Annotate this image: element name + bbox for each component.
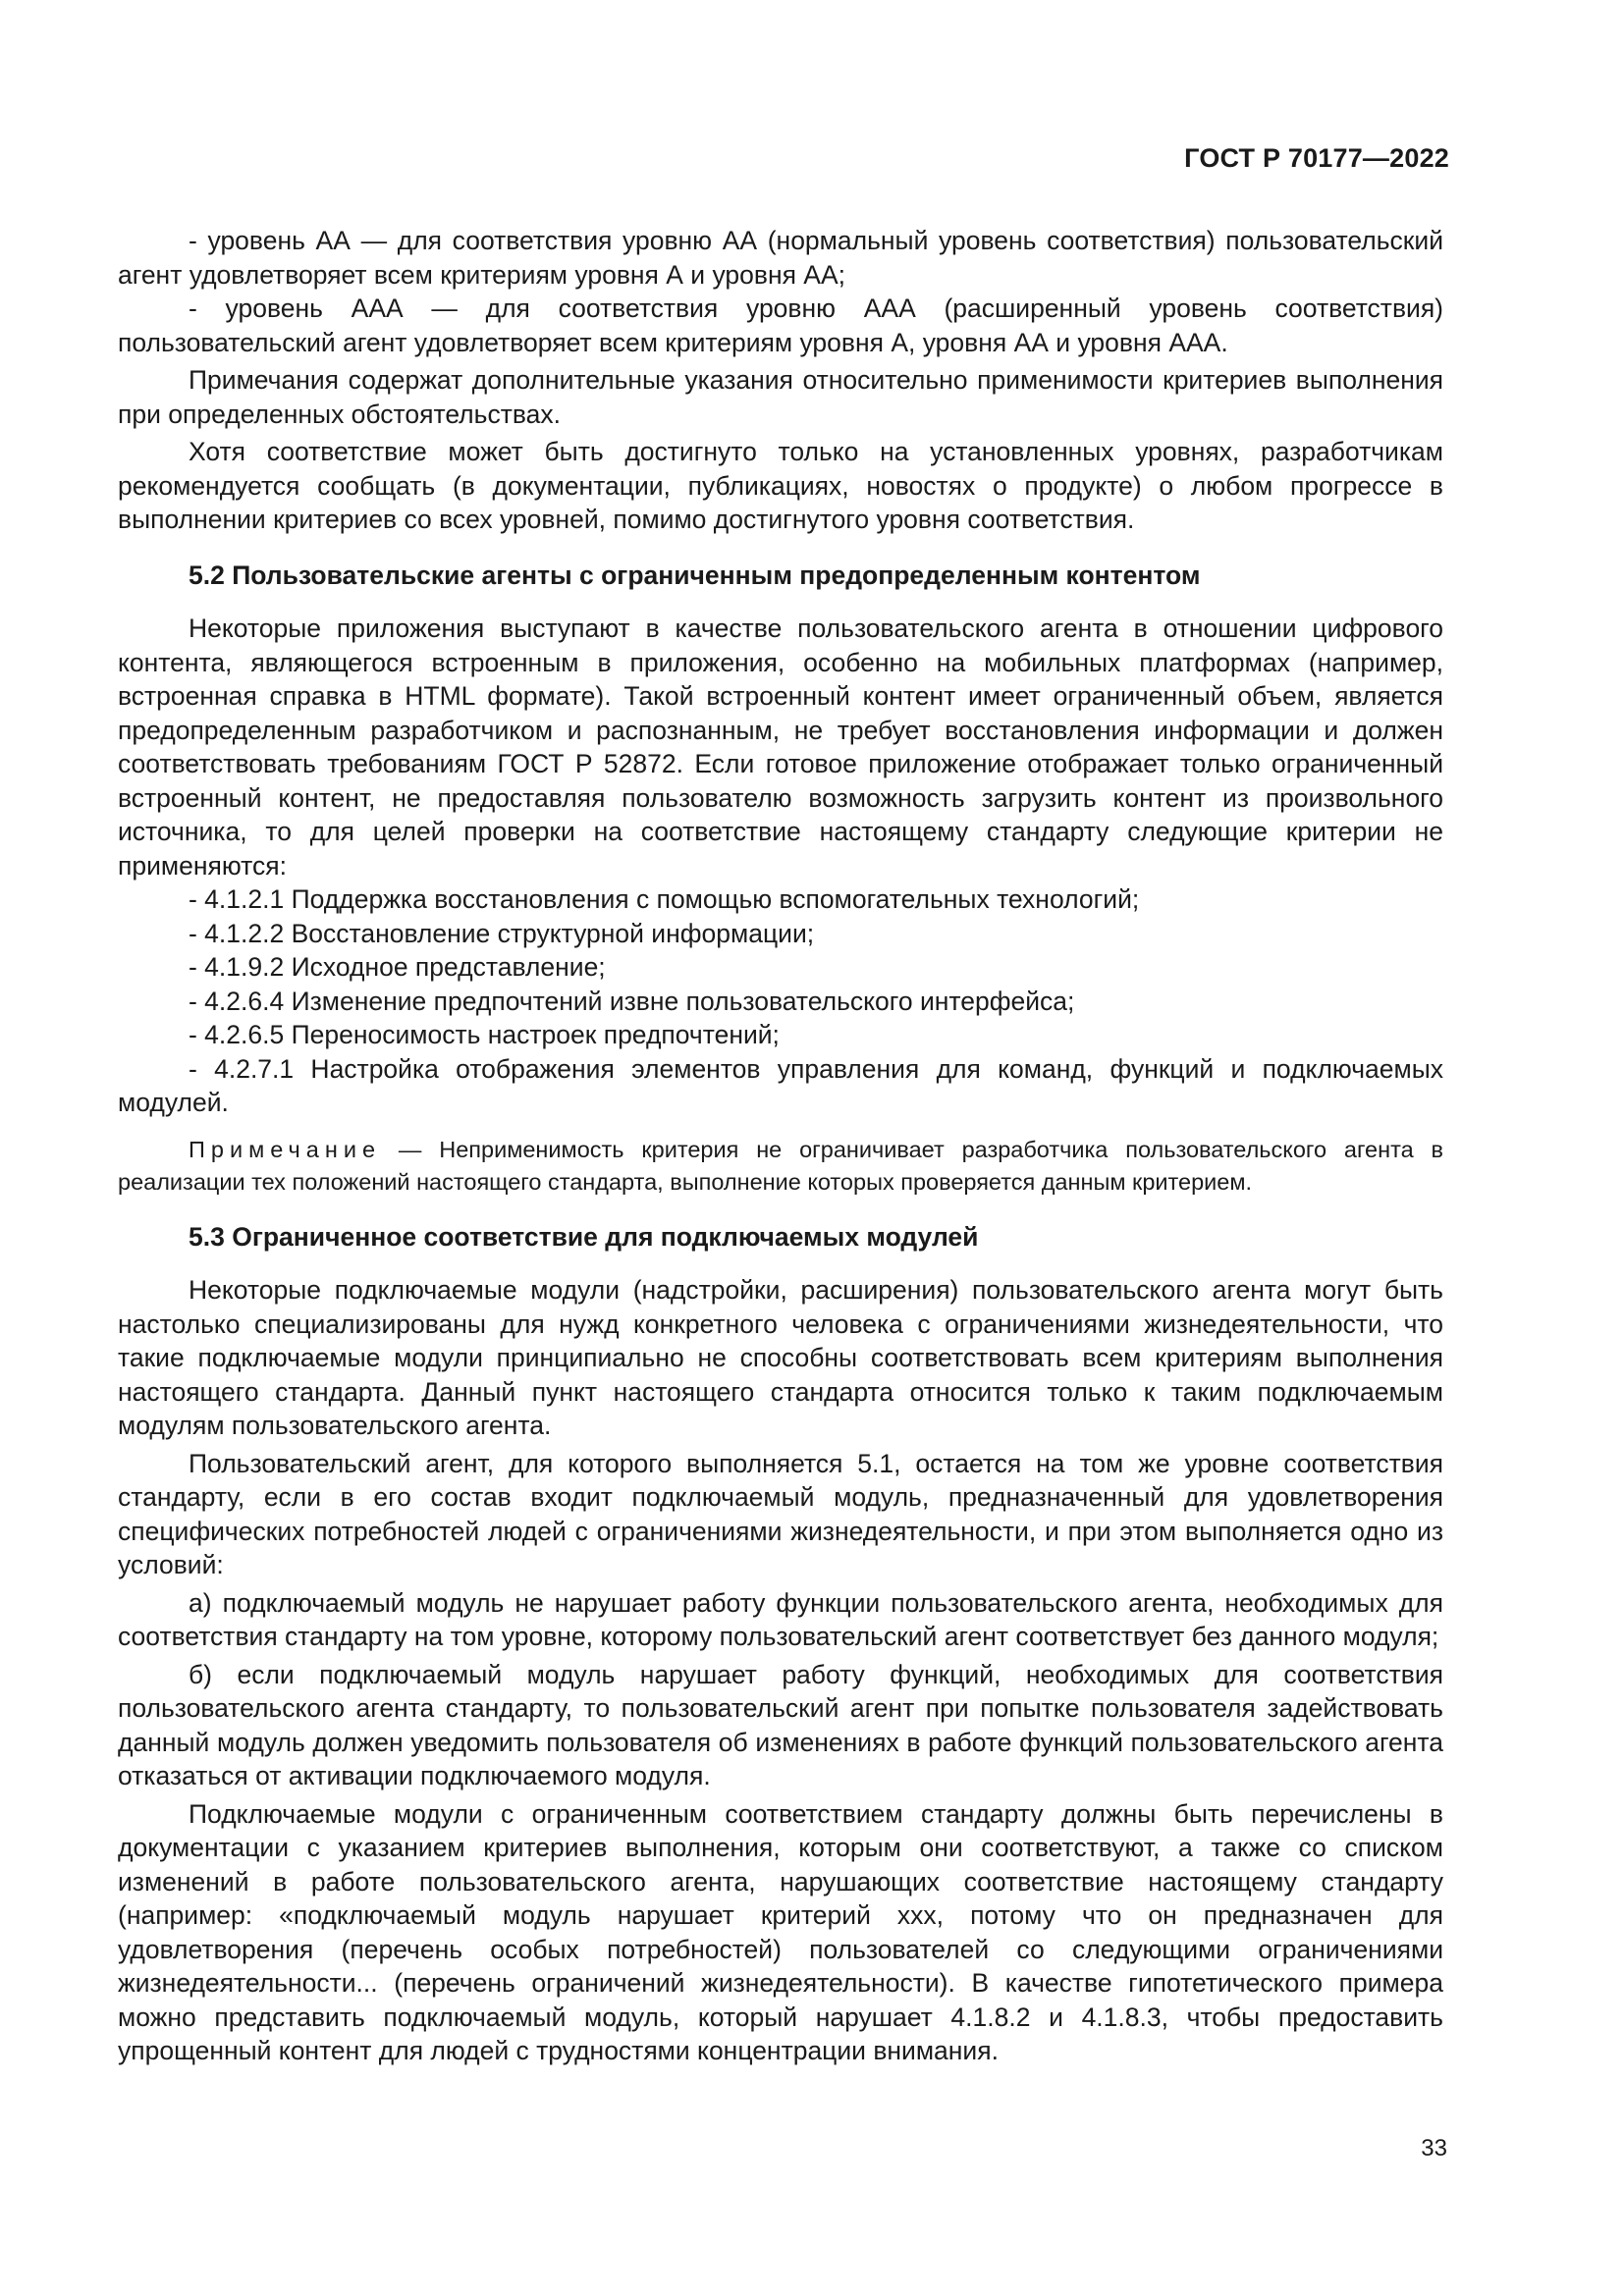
section-heading-5-2: 5.2 Пользовательские агенты с ограниченным предопределенным контентом bbox=[189, 560, 1201, 590]
paragraph-level-aa: - уровень АА — для соответствия уровню АА (нормальный уровень соответствия) пользовательский агент удовлетворяет всем критериям уровня А и уровня АА; bbox=[118, 226, 1443, 290]
paragraph-level-aaa: - уровень ААА — для соответствия уровню ААА (расширенный уровень соответствия) пользовательский агент удовлетворяет всем критериям уровня А, уровня АА и уровня ААА. bbox=[118, 294, 1443, 357]
paragraph-notes-info: Примечания содержат дополнительные указания относительно применимости критериев выполнения при определенных обстоятельствах. bbox=[118, 365, 1443, 429]
paragraph-condition-b: б) если подключаемый модуль нарушает работу функций, необходимых для соответствия пользовательского агента стандарту, то пользовательский агент при попытке пользователя задействовать данный модуль должен уведомить пользователя об изменениях в работе функций пользовательского агента отказаться от активации подключаемого модуля. bbox=[118, 1659, 1443, 1790]
list-item-criterion: - 4.1.2.2 Восстановление структурной информации; bbox=[189, 918, 815, 948]
page-number: 33 bbox=[1421, 2135, 1447, 2162]
list-item-criterion: - 4.1.9.2 Исходное представление; bbox=[189, 952, 606, 982]
note-paragraph bbox=[118, 1134, 1443, 1199]
page-body bbox=[118, 224, 1443, 2068]
list-item-criterion: - 4.2.6.5 Переносимость настроек предпочтений; bbox=[189, 1020, 780, 1049]
list-item-criterion: - 4.2.6.4 Изменение предпочтений извне пользовательского интерфейса; bbox=[189, 986, 1075, 1016]
paragraph-progress: Хотя соответствие может быть достигнуто только на установленных уровнях, разработчикам рекомендуется сообщать (в документации, публикациях, новостях о продукте) о любом прогрессе в выполнении критериев со всех уровней, помимо достигнутого уровня соответствия. bbox=[118, 437, 1443, 534]
section-heading-5-3: 5.3 Ограниченное соответствие для подключаемых модулей bbox=[189, 1221, 979, 1252]
note-text: — Неприменимость критерия не ограничивает разработчика пользовательского агента в реализации тех положений настоящего стандарта, выполнение которых проверяется данным критерием. bbox=[118, 1136, 1443, 1195]
paragraph-embedded-content: Некоторые приложения выступают в качестве пользовательского агента в отношении цифрового контента, являющегося встроенным в приложения, особенно на мобильных платформах (например, встроенная справка в HTML формате). Такой встроенный контент имеет ограниченный объем, является предопределенным разработчиком и распознанным, не требует восстановления информации и должен соответствовать требованиям ГОСТ Р 52872. Если готовое приложение отображает только ограниченный встроенный контент, не предоставляя пользователю возможность загрузить контент из произвольного источника, то для целей проверки на соответствие настоящему стандарту следующие критерии не применяются: bbox=[118, 614, 1443, 881]
paragraph-condition-a: а) подключаемый модуль не нарушает работу функции пользовательского агента, необходимых для соответствия стандарту на том уровне, которому пользовательский агент соответствует без данного модуля; bbox=[118, 1587, 1443, 1651]
document-id: ГОСТ Р 70177—2022 bbox=[1184, 143, 1449, 173]
note-label: Примечание bbox=[189, 1136, 382, 1162]
paragraph-documentation: Подключаемые модули с ограниченным соответствием стандарту должны быть перечислены в документации с указанием критериев выполнения, которым они соответствуют, а также со списком изменений в работе пользовательского агента, нарушающих соответствие настоящему стандарту (например: «подключаемый модуль нарушает критерий ххх, потому что он предназначен для удовлетворения (перечень особых потребностей) пользователей со следующими ограничениями жизнедеятельности... (перечень ограничений жизнедеятельности). В качестве гипотетического примера можно представить подключаемый модуль, который нарушает 4.1.8.2 и 4.1.8.3, чтобы предоставить упрощенный контент для людей с трудностями концентрации внимания. bbox=[118, 1798, 1443, 2065]
paragraph-conformance-condition: Пользовательский агент, для которого выполняется 5.1, остается на том же уровне соответствия стандарту, если в его состав входит подключаемый модуль, предназначенный для удовлетворения специфических потребностей людей с ограничениями жизнедеятельности, и при этом выполняется одно из условий: bbox=[118, 1448, 1443, 1579]
paragraph-plugins-intro: Некоторые подключаемые модули (надстройки, расширения) пользовательского агента могут быть настолько специализированы для нужд конкретного человека с ограничениями жизнедеятельности, что такие подключаемые модули принципиально не способны соответствовать всем критериям выполнения настоящего стандарта. Данный пункт настоящего стандарта относится только к таким подключаемым модулям пользовательского агента. bbox=[118, 1275, 1443, 1440]
list-item-criterion: - 4.1.2.1 Поддержка восстановления с помощью вспомогательных технологий; bbox=[189, 884, 1140, 914]
list-item-criterion: - 4.2.7.1 Настройка отображения элементов управления для команд, функций и подключаемых модулей. bbox=[118, 1053, 1443, 1117]
